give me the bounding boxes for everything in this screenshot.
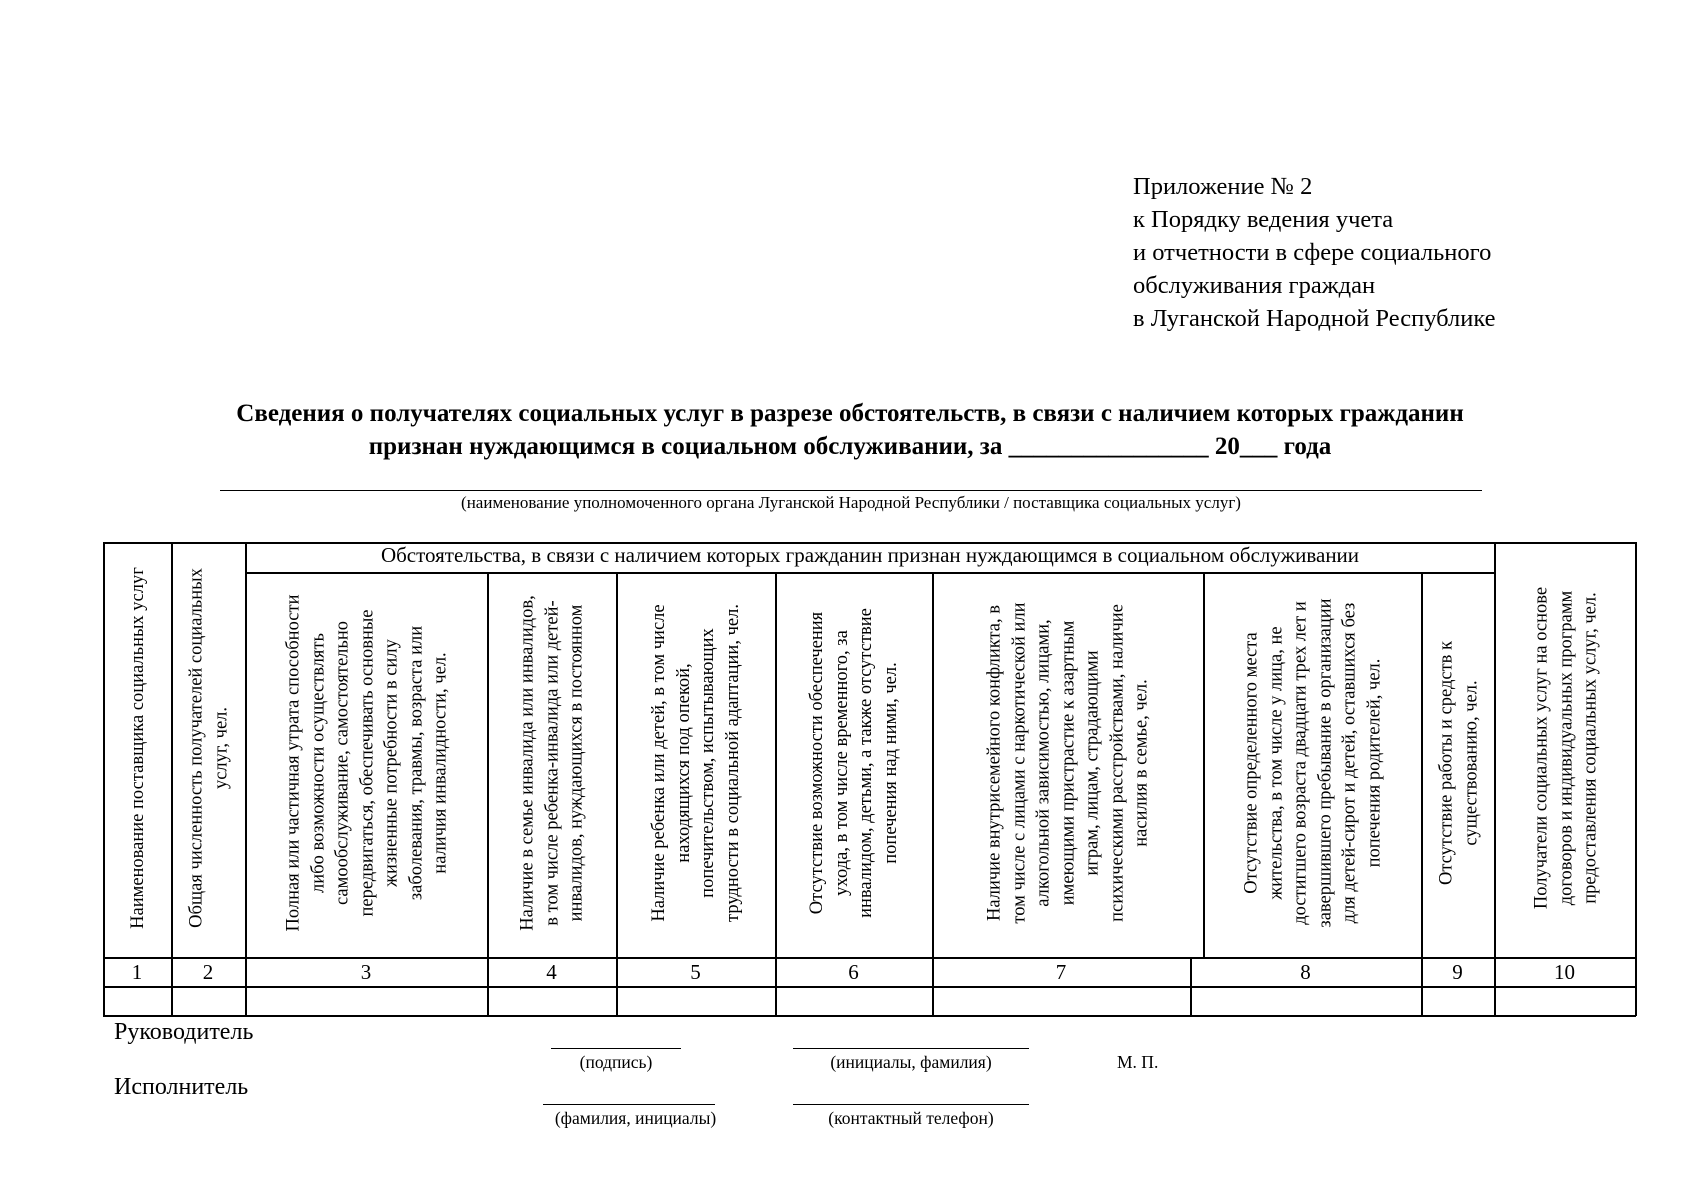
column-number: 8 [1300,960,1311,984]
signature-line [551,1048,681,1049]
stamp-label: М. П. [1117,1052,1159,1072]
column-header-8 [1241,573,1384,953]
column-divider [775,572,777,1016]
column-number: 5 [690,960,701,984]
column-header-text: Полная или частичная утрата способности либо возможности осуществлять самообслуживание, самостоятельно передвигаться, обеспечивать основные жизненные потребности в силу заболевания, травмы, возраста или наличия инвалидности, чел. [282,594,450,932]
appendix-line: в Луганской Народной Республике [1133,305,1496,332]
name-line [543,1104,715,1105]
executor-label: Исполнитель [114,1074,249,1100]
appendix-line: к Порядку ведения учета [1133,206,1394,233]
document-title-line-1: Сведения о получателях социальных услуг в разрезе обстоятельств, в связи с наличием которых гражданин [236,400,1464,427]
column-header-6 [806,573,900,953]
column-header-10 [1530,542,1600,953]
appendix-line: обслуживания граждан [1133,272,1376,299]
column-number: 4 [546,960,557,984]
column-number: 9 [1452,960,1463,984]
column-header-4 [516,573,586,953]
numbers-row-line [103,986,1636,988]
column-header-text: Общая численность получателей социальных услуг, чел. [186,567,231,928]
appendix-line: Приложение № 2 [1133,173,1313,200]
column-header-text: Отсутствие возможности обеспечения ухода, в том числе временного, за инвалидом, детьми, а также отсутствие попечения над ними, чел. [806,608,900,918]
appendix-line: и отчетности в сфере социального [1133,239,1492,266]
column-header-text: Отсутствие определенного места жительства, в том числе у лица, не достигшего возраста двадцати трех лет и завершившего пребывание в организации для детей-сирот и детей, оставшихся без попечения родителей, чел. [1241,598,1384,928]
column-header-5 [648,573,742,953]
head-label: Руководитель [114,1019,254,1045]
column-header-text: Получатели социальных услуг на основе договоров и индивидуальных программ предоставления социальных услуг, чел. [1530,586,1600,909]
document-title-line-2: признан нуждающимся в социальном обслуживании, за ________________ 20___ года [368,433,1332,460]
phone-caption: (контактный телефон) [828,1108,994,1128]
group-header-underline [245,572,1495,574]
column-number: 2 [202,960,214,984]
column-header-9 [1436,573,1481,953]
column-header-7 [983,573,1151,953]
circumstances-group-header: Обстоятельства, в связи с наличием которых гражданин признан нуждающимся в социальном обслуживании [380,543,1360,567]
column-header-2 [186,542,231,953]
column-header-1 [127,542,148,953]
column-divider [1203,572,1205,958]
column-number: 6 [848,960,859,984]
column-number: 10 [1554,960,1575,984]
initials-caption: (инициалы, фамилия) [830,1052,992,1072]
column-header-text: Наличие в семье инвалида или инвалидов, в том числе ребенка-инвалида или детей-инвалидов, нуждающихся в постоянном [516,595,586,931]
table-border-left [103,542,105,1016]
table-border-right [1635,542,1637,1016]
column-divider [1494,542,1496,1016]
column-header-text: Наличие ребенка или детей, в том числе находящихся под опекой, попечительством, испытывающих трудности в социальной адаптации, чел. [648,604,742,922]
column-number: 7 [1055,960,1067,984]
column-divider [171,542,173,1016]
org-name-caption: (наименование уполномоченного органа Луганской Народной Республики / поставщика социальных услуг) [461,493,1241,512]
column-divider [616,572,618,1016]
column-header-text: Отсутствие работы и средств к существованию, чел. [1436,641,1481,885]
column-divider [1421,572,1423,1016]
phone-line [793,1104,1029,1105]
column-header-text: Наличие внутрисемейного конфликта, в том числе с лицами с наркотической или алкогольной зависимостью, лицами, имеющими пристрастие к азартным играм, лицам, страдающими психическими расстройствами, наличие насилия в семье, чел. [983,602,1151,924]
column-number: 3 [360,960,372,984]
table-border-bottom [103,1015,1636,1017]
column-divider [245,542,247,1016]
column-header-3 [282,573,450,953]
column-divider [932,572,934,1016]
column-divider [487,572,489,1016]
initials-line [793,1048,1029,1049]
column-header-text: Наименование поставщика социальных услуг [127,566,148,929]
name-caption: (фамилия, инициалы) [554,1108,717,1128]
column-number: 1 [131,960,143,984]
signature-caption: (подпись) [579,1052,653,1072]
